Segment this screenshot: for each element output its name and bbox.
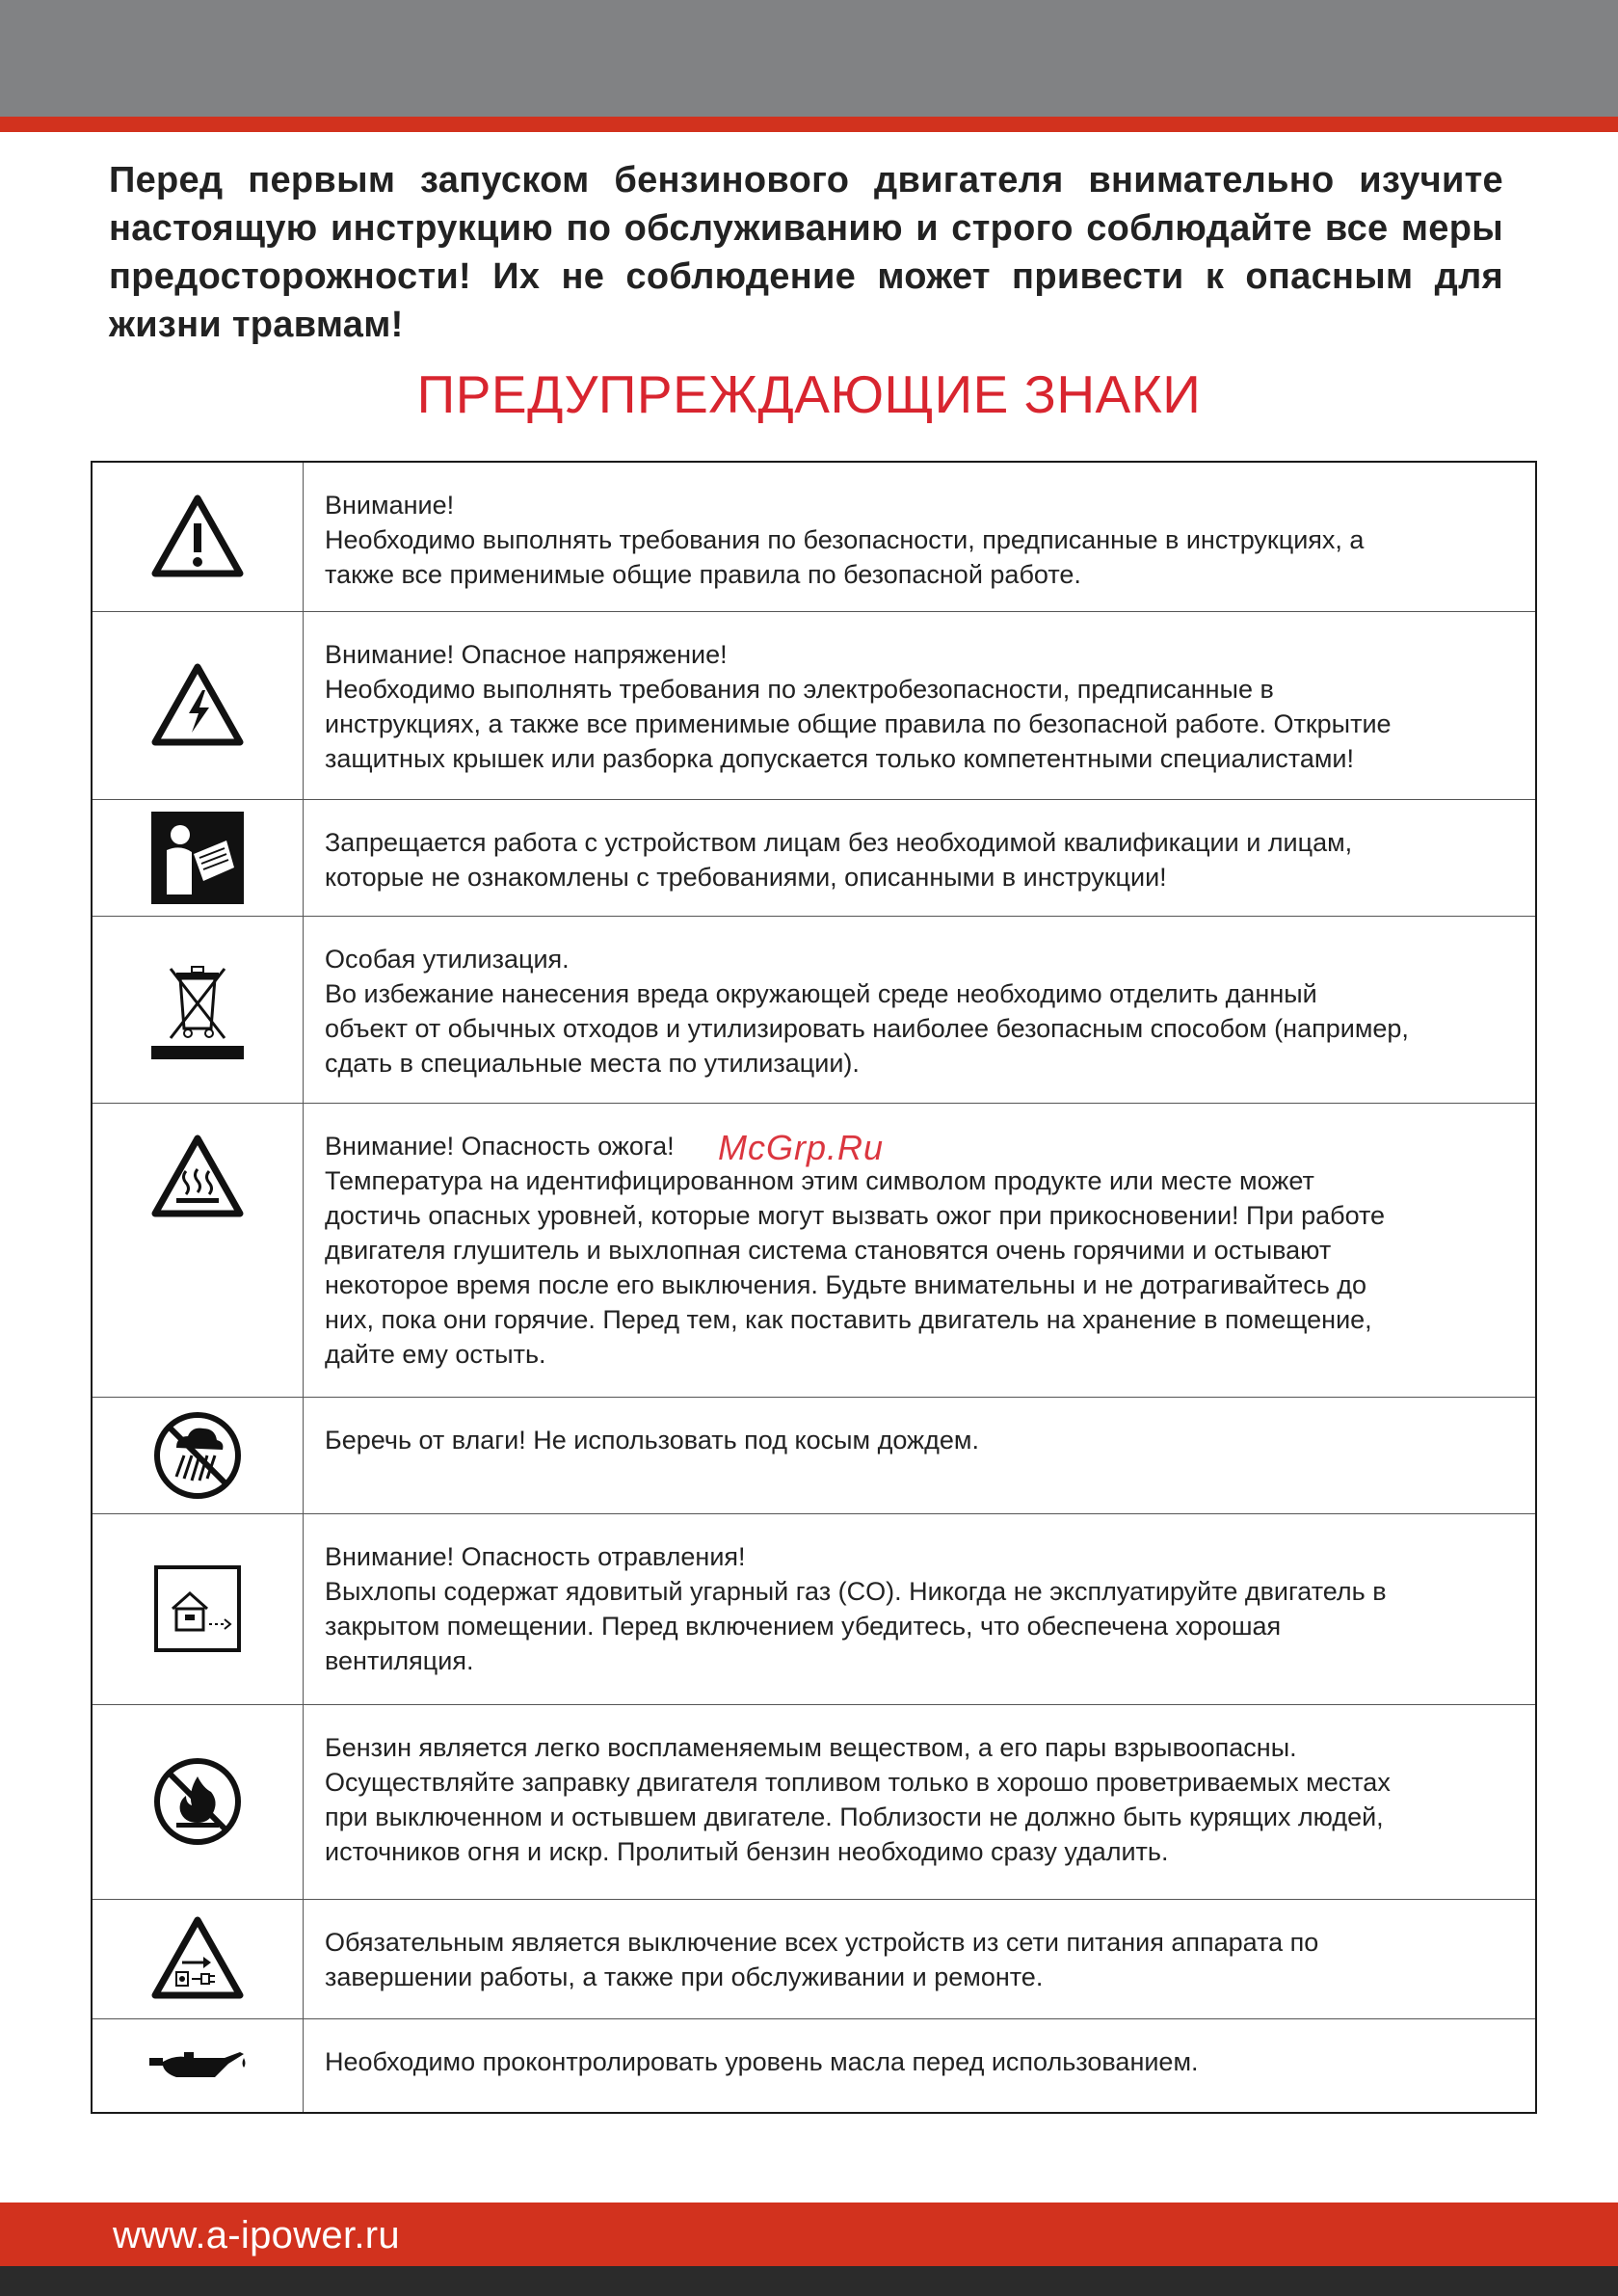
row-text-line: Бензин является легко воспламеняемым веществом, а его пары взрывоопасны. bbox=[325, 1732, 1297, 1762]
intro-line: предосторожности! Их не соблюдение может привести к опасным для bbox=[109, 256, 1503, 297]
hot-surface-icon bbox=[149, 1133, 246, 1221]
table-row bbox=[92, 462, 1536, 611]
table-row bbox=[92, 1397, 1536, 1513]
footer-website-link[interactable]: www.a-ipower.ru bbox=[113, 2214, 400, 2256]
row-text-line: Беречь от влаги! Не использовать под косым дождем. bbox=[325, 1425, 979, 1455]
row-text-line: Внимание! Опасность отравления! bbox=[325, 1541, 746, 1571]
table-row bbox=[92, 1899, 1536, 2018]
row-text-line: Запрещается работа с устройством лицам без необходимой квалификации и лицам, bbox=[325, 827, 1353, 857]
indoor-exhaust-icon bbox=[153, 1564, 242, 1653]
row-text-line: сдать в специальные места по утилизации). bbox=[325, 1048, 860, 1078]
row-text-line: Необходимо проконтролировать уровень масла перед использованием. bbox=[325, 2046, 1199, 2076]
row-text-line: также все применимые общие правила по безопасной работе. bbox=[325, 560, 1081, 589]
row-text-line: Необходимо выполнять требования по безопасности, предписанные в инструкциях, а bbox=[325, 525, 1365, 554]
row-text-line: завершении работы, а также при обслуживании и ремонте. bbox=[325, 1962, 1044, 1991]
row-text-line: Осуществляйте заправку двигателя топливом только в хорошо проветриваемых местах bbox=[325, 1767, 1391, 1797]
row-text-line: двигателя глушитель и выхлопная система становятся очень горячими и остывают bbox=[325, 1235, 1332, 1265]
row-text-line: объект от обычных отходов и утилизировать наиболее безопасным способом (например, bbox=[325, 1013, 1409, 1043]
row-text-line: защитных крышек или разборка допускается только компетентными специалистами! bbox=[325, 743, 1355, 773]
table-row bbox=[92, 1513, 1536, 1704]
row-text-line: некоторое время после его выключения. Будьте внимательны и не дотрагивайтесь до bbox=[325, 1269, 1367, 1299]
watermark-text: McGrp.Ru bbox=[718, 1128, 885, 1167]
row-text-line: Внимание! Опасное напряжение! bbox=[325, 639, 728, 669]
row-text-line: Температура на идентифицированном этим символом продукте или месте может bbox=[325, 1165, 1314, 1195]
no-fire-icon bbox=[151, 1755, 244, 1848]
table-row bbox=[92, 611, 1536, 799]
row-text-line: Обязательным является выключение всех устройств из сети питания аппарата по bbox=[325, 1927, 1319, 1957]
warning-triangle-icon bbox=[149, 493, 246, 581]
warning-signs-table bbox=[91, 461, 1537, 2114]
row-text-line: закрытом помещении. Перед включением убедитесь, что обеспечена хорошая bbox=[325, 1611, 1282, 1641]
crossed-bin-icon bbox=[151, 959, 244, 1059]
row-text-line: Внимание! bbox=[325, 491, 455, 520]
row-text-line: вентиляция. bbox=[325, 1645, 474, 1675]
top-gray-band bbox=[0, 0, 1618, 117]
row-text-line: которые не ознакомлены с требованиями, описанными в инструкции! bbox=[325, 862, 1167, 892]
unplug-icon bbox=[149, 1914, 246, 2003]
intro-paragraph bbox=[109, 156, 1503, 349]
row-text-line: Особая утилизация. bbox=[325, 944, 570, 974]
row-text-line: достичь опасных уровней, которые могут вызвать ожог при прикосновении! При работе bbox=[325, 1200, 1386, 1230]
row-text-line: Во избежание нанесения вреда окружающей среде необходимо отделить данный bbox=[325, 978, 1317, 1008]
high-voltage-icon bbox=[149, 661, 246, 750]
intro-line: Перед первым запуском бензинового двигателя внимательно изучите bbox=[109, 160, 1503, 200]
row-text-line: Выхлопы содержат ядовитый угарный газ (CO). Никогда не эксплуатируйте двигатель в bbox=[325, 1576, 1387, 1606]
table-row bbox=[92, 916, 1536, 1103]
page-title: ПРЕДУПРЕЖДАЮЩИЕ ЗНАКИ bbox=[416, 364, 1202, 424]
table-row bbox=[92, 2018, 1536, 2113]
row-text-line: дайте ему остыть. bbox=[325, 1339, 546, 1369]
intro-line: настоящую инструкцию по обслуживанию и строго соблюдайте все меры bbox=[109, 208, 1503, 249]
row-text-line: источников огня и искр. Пролитый бензин необходимо сразу удалить. bbox=[325, 1836, 1169, 1866]
table-row bbox=[92, 799, 1536, 916]
intro-line: жизни травмам! bbox=[109, 305, 404, 345]
table-row bbox=[92, 1704, 1536, 1899]
read-manual-icon bbox=[151, 812, 244, 904]
row-text-line: при выключенном и остывшем двигателе. Поблизости не должно быть курящих людей, bbox=[325, 1802, 1384, 1831]
oil-can-icon bbox=[147, 2046, 248, 2085]
row-text-line: Необходимо выполнять требования по электробезопасности, предписанные в bbox=[325, 674, 1274, 704]
row-text-line: них, пока они горячие. Перед тем, как поставить двигатель на хранение в помещение, bbox=[325, 1304, 1372, 1334]
row-text-line: Внимание! Опасность ожога! bbox=[325, 1131, 675, 1161]
footer-dark-band bbox=[0, 2266, 1618, 2296]
top-red-stripe bbox=[0, 117, 1618, 132]
row-text-line: инструкциях, а также все применимые общие правила по безопасной работе. Открытие bbox=[325, 708, 1392, 738]
no-rain-icon bbox=[151, 1409, 244, 1502]
